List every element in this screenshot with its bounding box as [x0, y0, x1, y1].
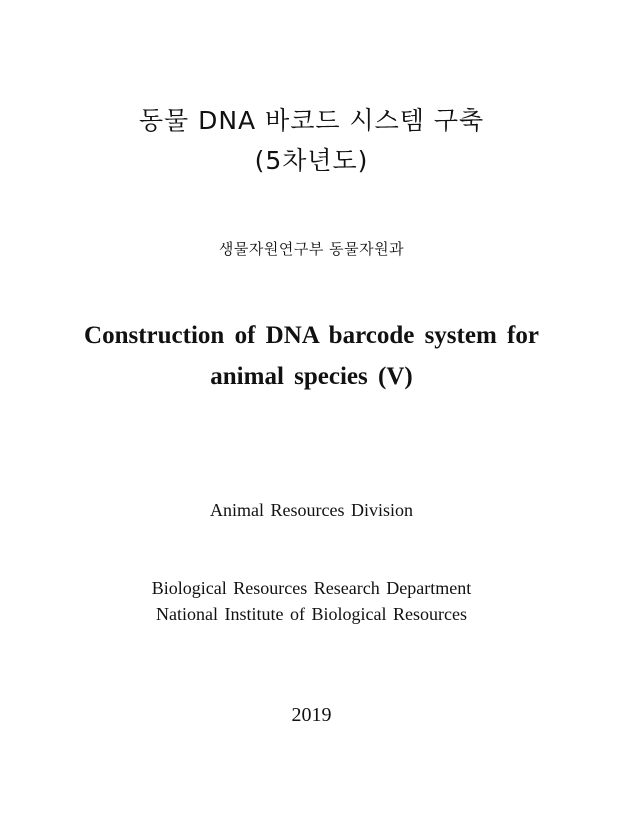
department-name: Biological Resources Research Department: [151, 578, 472, 598]
division-name: Animal Resources Division: [210, 500, 413, 520]
institute-name: National Institute of Biological Resources: [156, 604, 467, 624]
korean-department: 생물자원연구부 동물자원과: [218, 240, 405, 258]
korean-title-line-2: (5차년도): [254, 146, 369, 175]
publication-year: 2019: [291, 704, 332, 726]
english-title-line-1: Construction of DNA barcode system for: [84, 322, 539, 349]
english-title-line-2: animal species (V): [210, 363, 413, 390]
korean-title-line-1: 동물 DNA 바코드 시스템 구축: [138, 106, 485, 135]
